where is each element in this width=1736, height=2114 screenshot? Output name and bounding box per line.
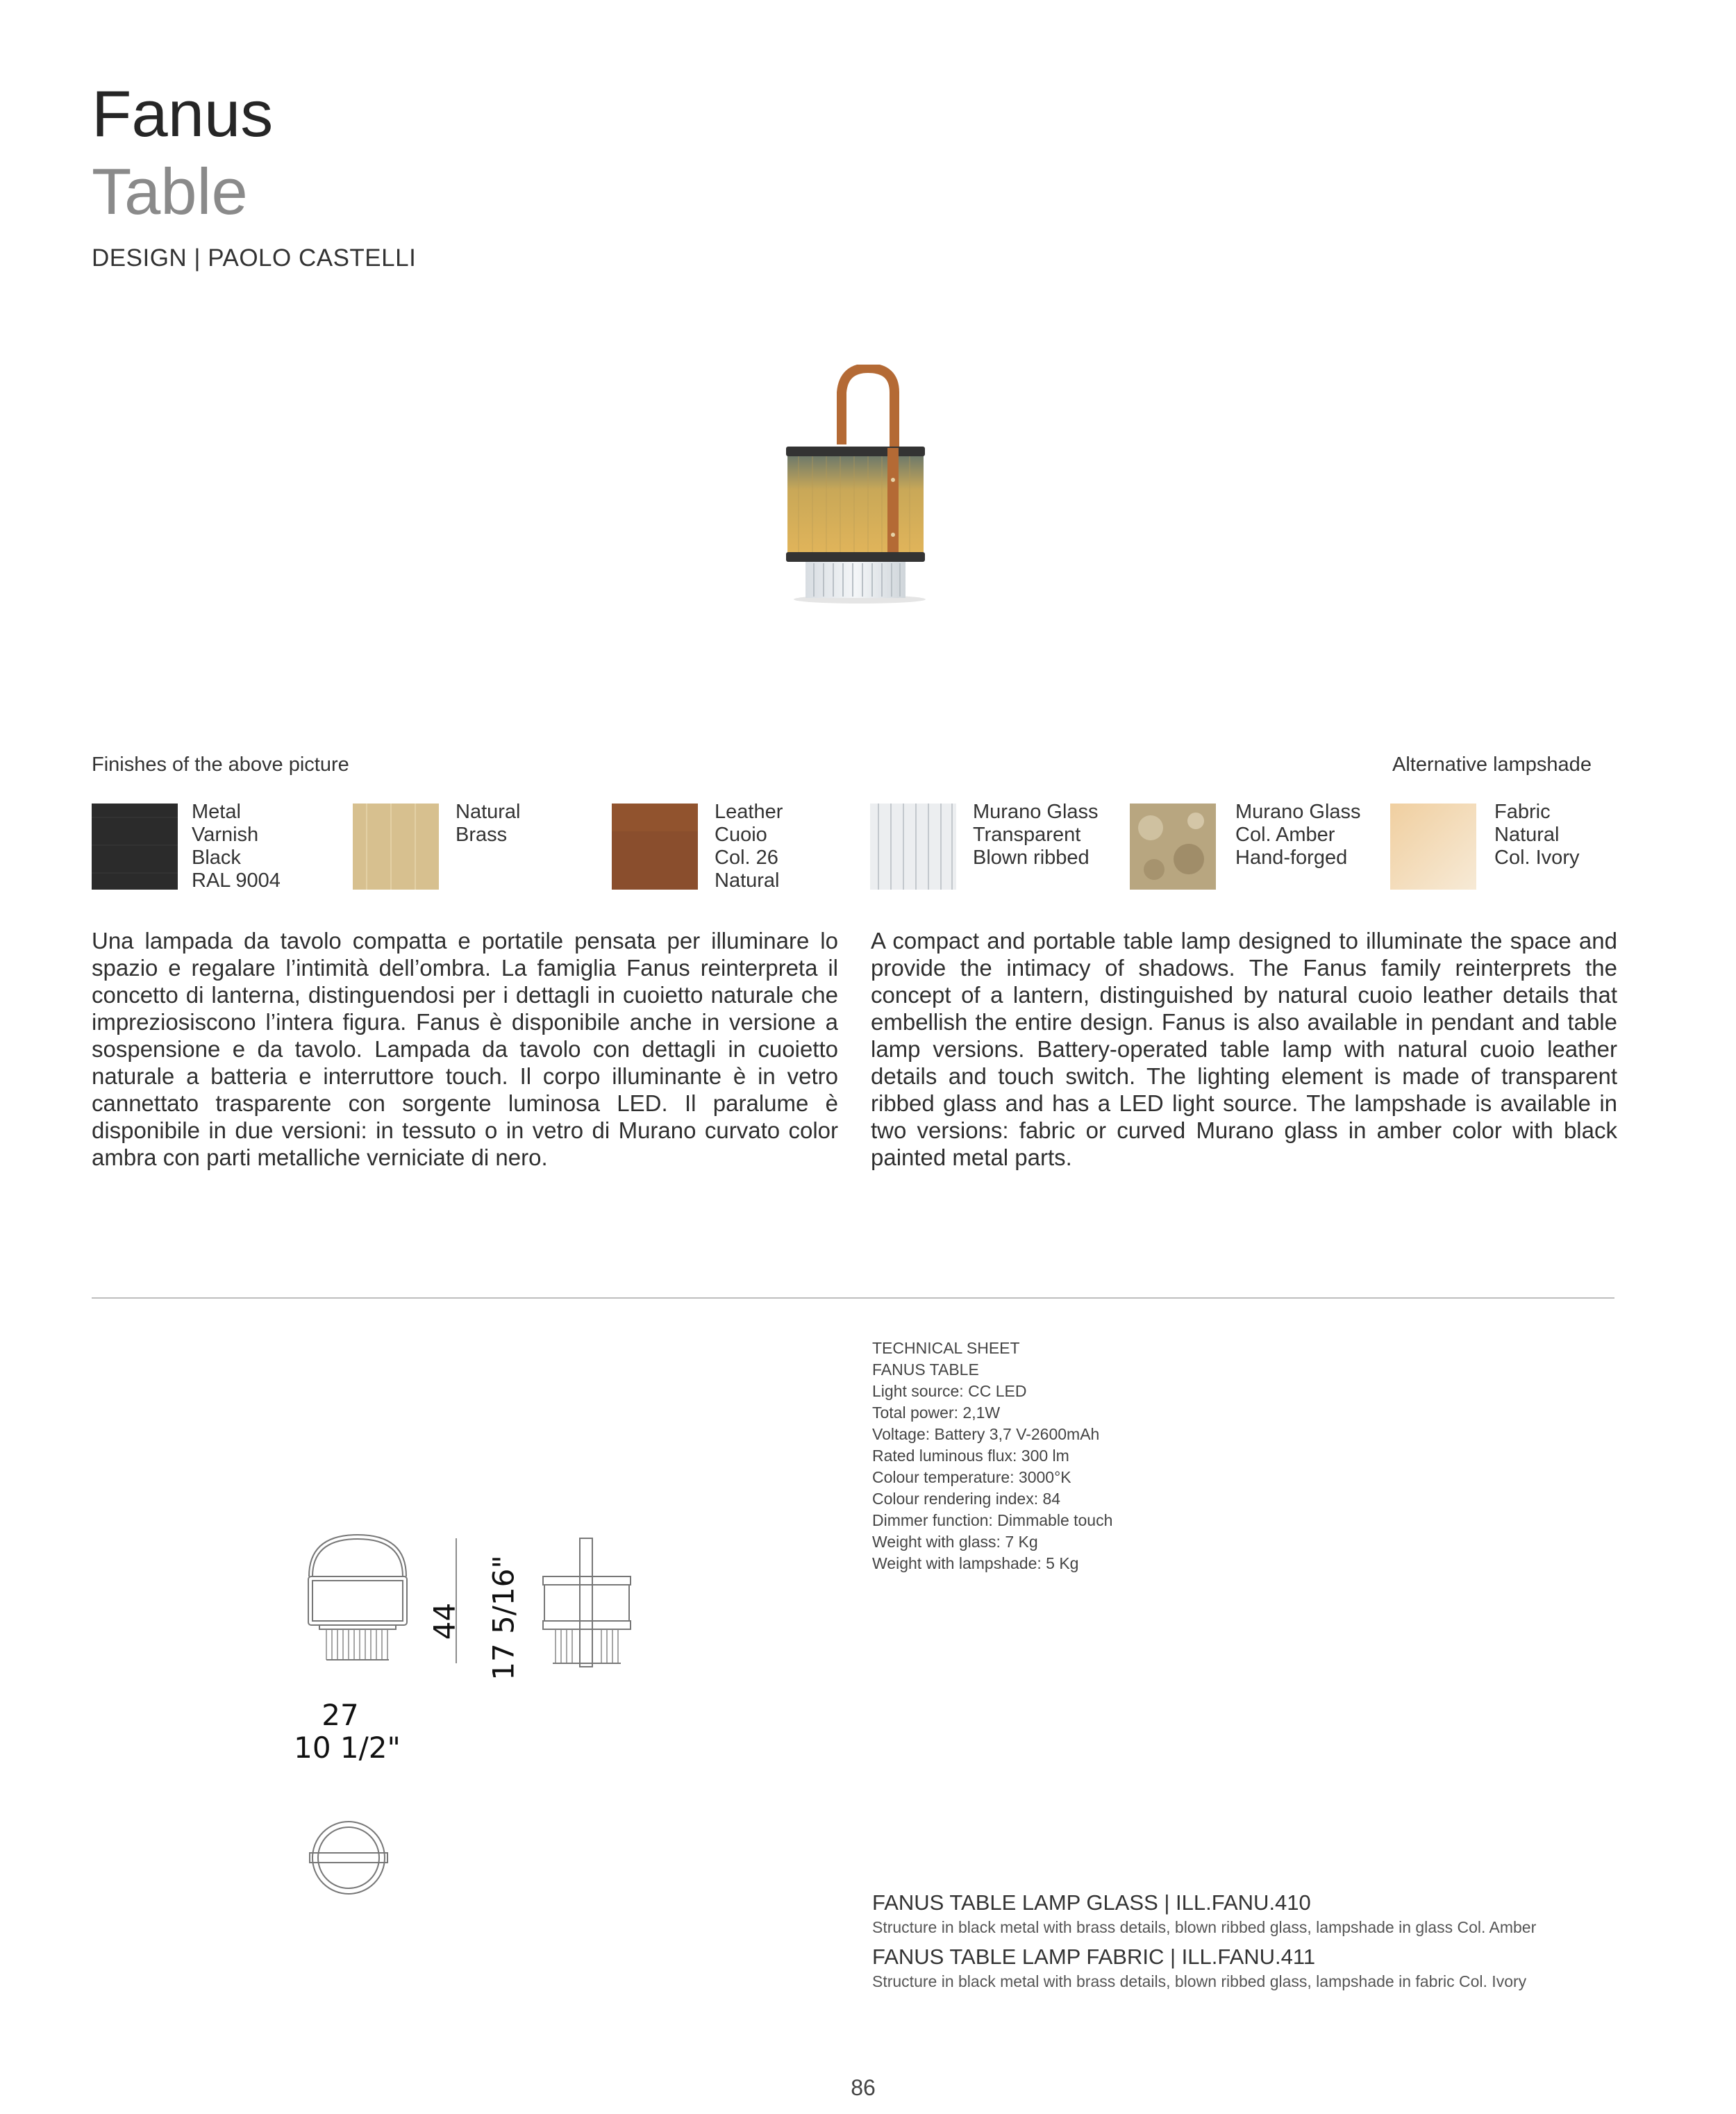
product-title: FANUS TABLE LAMP FABRIC | ILL.FANU.411	[872, 1945, 1316, 1969]
finish-label-murano-transparent: Murano Glass Transparent Blown ribbed	[973, 801, 1099, 869]
product-type: Table	[92, 155, 248, 228]
description-english: A compact and portable table lamp designed to illuminate the space and provide the intimacy of shadows. The Fanus family reinterprets the concept of a lantern, distinguished by natural cuoio leather details that embellish the entire design. Fanus is also available in pendant and table lamp versions. Battery-operated table lamp with natural cuoio leather details and touch switch. The lighting element is made of transparent ribbed glass and has a LED light source. The lampshade is available in two versions: fabric or curved Murano glass in amber color with black painted metal parts.	[871, 928, 1617, 1170]
product-title: FANUS TABLE LAMP GLASS | ILL.FANU.410	[872, 1890, 1311, 1915]
tech-line: Light source: CC LED	[872, 1382, 1027, 1400]
tech-line: Dimmer function: Dimmable touch	[872, 1511, 1113, 1529]
description-italian: Una lampada da tavolo compatta e portatile pensata per illuminare lo spazio e regalare l’intimità dell’ombra. La famiglia Fanus reinterpreta il concetto di lanterna, distinguendosi per i dettagli in cuoietto naturale che impreziosiscono l’intera figura. Fanus è disponibile anche in versione a sospensione e da tavolo. Lampada da tavolo con dettagli in cuoietto naturale a batteria e interruttore touch. Il corpo illuminante è in vetro cannettato trasparente con sorgente luminosa LED. Il paralume è disponibile in due versioni: in tessuto o in vetro di Murano curvato color ambra con parti metalliche verniciate di nero.	[92, 928, 838, 1170]
swatch-murano-transparent	[870, 804, 956, 890]
alternative-lampshade-heading: Alternative lampshade	[1392, 754, 1592, 776]
finish-label-metal: Metal Varnish Black RAL 9004	[192, 801, 281, 892]
front-view-drawing	[299, 1528, 417, 1670]
technical-sheet	[872, 1338, 1112, 1574]
tech-line: TECHNICAL SHEET	[872, 1339, 1020, 1357]
height-cm-label: 44	[427, 1602, 462, 1640]
product-entry-fabric	[872, 1945, 1526, 1991]
finishes-heading: Finishes of the above picture	[92, 754, 349, 776]
tech-line: Rated luminous flux: 300 lm	[872, 1447, 1069, 1465]
finish-label-brass: Natural Brass	[456, 801, 521, 846]
finish-label-leather: Leather Cuoio Col. 26 Natural	[715, 801, 783, 892]
product-description: Structure in black metal with brass details, blown ribbed glass, lampshade in fabric Col. Ivory	[872, 1972, 1527, 1990]
tech-line: Colour rendering index: 84	[872, 1490, 1061, 1508]
tech-line: Total power: 2,1W	[872, 1404, 1001, 1422]
tech-line: Weight with lampshade: 5 Kg	[872, 1554, 1079, 1572]
width-inch-label: 10 1/2"	[294, 1731, 401, 1765]
swatch-murano-amber	[1130, 804, 1216, 890]
product-entry-glass	[872, 1890, 1536, 1937]
finish-label-fabric: Fabric Natural Col. Ivory	[1494, 801, 1580, 869]
swatch-fabric-ivory	[1390, 804, 1476, 890]
designer-credit: DESIGN | PAOLO CASTELLI	[92, 244, 417, 272]
section-divider	[92, 1297, 1614, 1299]
tech-line: FANUS TABLE	[872, 1360, 979, 1379]
finish-label-murano-amber: Murano Glass Col. Amber Hand-forged	[1235, 801, 1361, 869]
swatch-natural-brass	[353, 804, 439, 890]
swatch-metal-black	[92, 804, 178, 890]
product-name: Fanus	[92, 77, 274, 150]
tech-line: Colour temperature: 3000°K	[872, 1468, 1071, 1486]
top-view-drawing	[306, 1820, 392, 1896]
tech-line: Weight with glass: 7 Kg	[872, 1533, 1038, 1551]
tech-line: Voltage: Battery 3,7 V-2600mAh	[872, 1425, 1100, 1443]
page-number: 86	[851, 2075, 876, 2100]
swatch-leather-cuoio	[612, 804, 698, 890]
height-inch-label: 17 5/16"	[486, 1555, 521, 1681]
width-cm-label: 27	[322, 1698, 359, 1732]
side-view-drawing	[535, 1535, 639, 1674]
product-description: Structure in black metal with brass details, blown ribbed glass, lampshade in glass Col. Amber	[872, 1918, 1537, 1936]
lamp-product-image	[778, 365, 937, 608]
